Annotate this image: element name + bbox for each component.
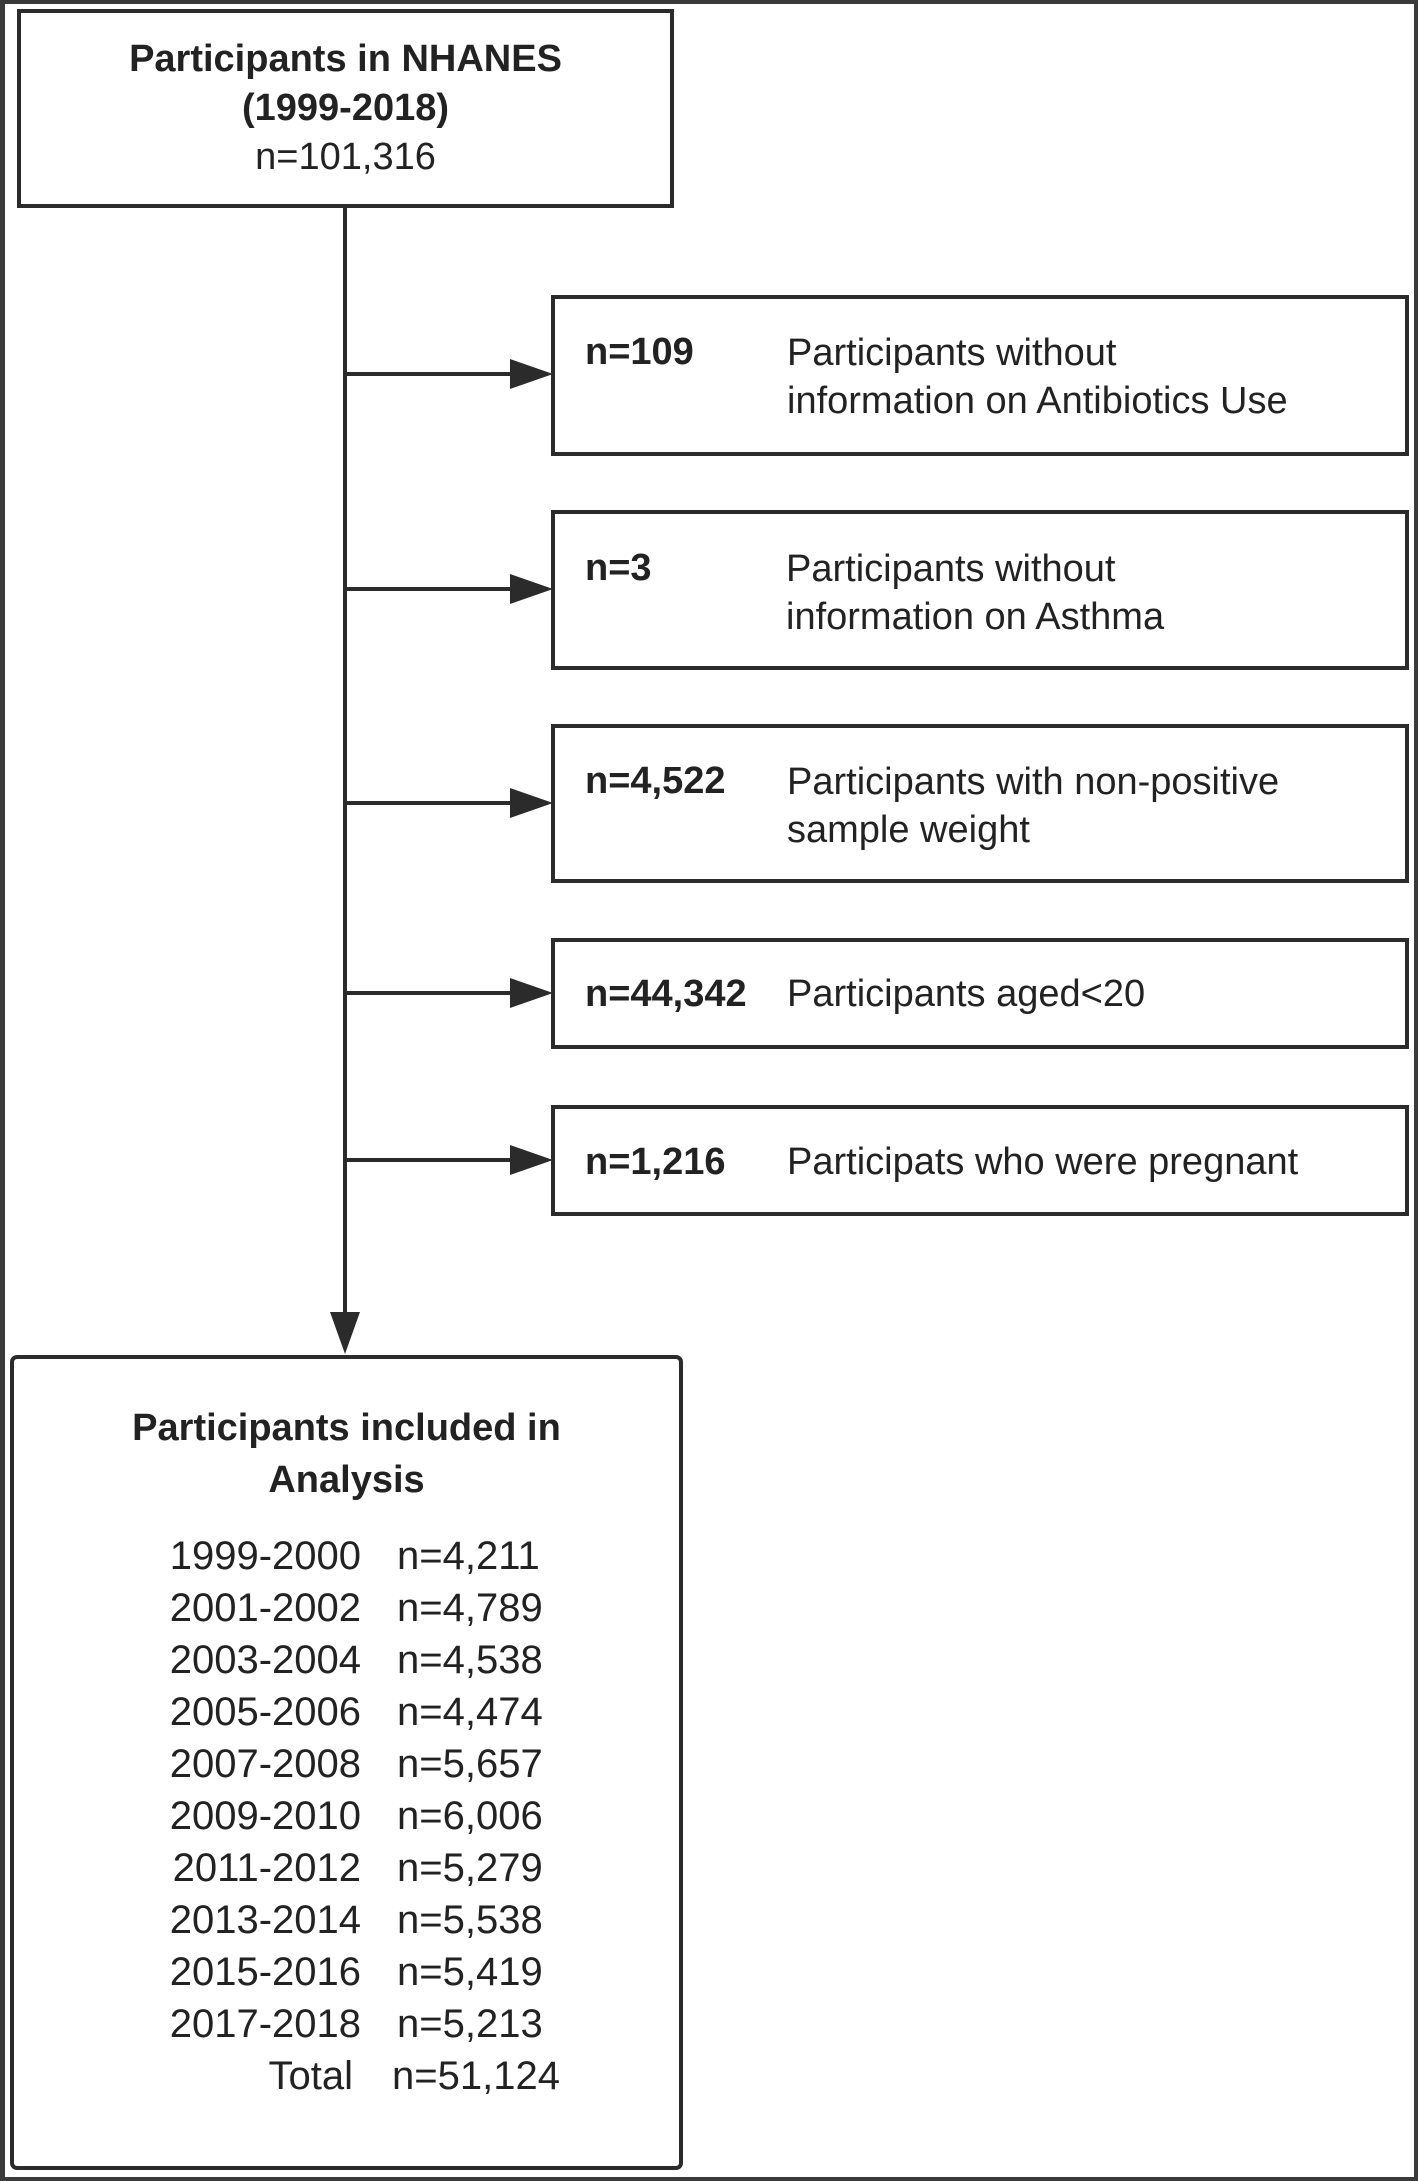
main-down-arrowhead xyxy=(330,1312,360,1354)
cycle-period: 1999-2000 xyxy=(169,1534,361,1578)
branch-arrowhead-3 xyxy=(510,788,553,818)
cycle-count: n=4,474 xyxy=(397,1690,543,1734)
cycle-count: n=5,419 xyxy=(397,1950,543,1994)
exclusion-box-1 xyxy=(551,295,1409,456)
exclusion-box-2 xyxy=(551,510,1409,670)
cycle-period: 2003-2004 xyxy=(169,1638,361,1682)
branch-arrowhead-4 xyxy=(510,978,553,1008)
start-title-line1: Participants in NHANES xyxy=(129,38,562,80)
cycle-period: 2007-2008 xyxy=(169,1742,361,1786)
cycle-row xyxy=(14,1582,679,1634)
included-title-line1: Participants included in xyxy=(132,1407,561,1449)
exclusion-reason-3-line2: sample weight xyxy=(787,809,1030,851)
included-title-line2: Analysis xyxy=(268,1459,425,1501)
exclusion-reason-2-line1: Participants without xyxy=(786,548,1116,590)
total-count: n=51,124 xyxy=(392,2054,560,2098)
exclusion-box-5 xyxy=(551,1105,1409,1216)
exclusion-count-4: n=44,342 xyxy=(585,973,747,1015)
cycle-row xyxy=(14,1686,679,1738)
start-box xyxy=(17,9,674,208)
start-title-line2: (1999-2018) xyxy=(241,87,450,129)
total-row xyxy=(14,2050,679,2102)
cycle-count: n=4,211 xyxy=(397,1534,540,1578)
cycle-row xyxy=(14,1946,679,1998)
exclusion-reason-5-line1: Participats who were pregnant xyxy=(787,1141,1299,1183)
exclusion-reason-3-line1: Participants with non-positive xyxy=(787,761,1280,803)
start-count: n=101,316 xyxy=(255,136,436,178)
cycle-row xyxy=(14,1738,679,1790)
cycle-period: 2001-2002 xyxy=(169,1586,361,1630)
cycle-count: n=4,538 xyxy=(397,1638,543,1682)
cycle-period: 2009-2010 xyxy=(169,1794,361,1838)
cycle-row xyxy=(14,1530,679,1582)
cycle-row xyxy=(14,1998,679,2050)
exclusion-count-3: n=4,522 xyxy=(585,760,726,802)
cycle-period: 2005-2006 xyxy=(169,1690,361,1734)
cycle-row xyxy=(14,1842,679,1894)
cycle-count: n=4,789 xyxy=(397,1586,543,1630)
exclusion-box-4 xyxy=(551,938,1409,1049)
exclusion-count-2: n=3 xyxy=(585,547,652,589)
cycle-period: 2013-2014 xyxy=(169,1898,361,1942)
exclusion-count-5: n=1,216 xyxy=(585,1141,726,1183)
exclusion-box-3 xyxy=(551,724,1409,883)
cycle-period: 2017-2018 xyxy=(169,2002,361,2046)
cycle-count: n=5,538 xyxy=(397,1898,543,1942)
branch-arrowhead-5 xyxy=(510,1145,553,1175)
cycle-count: n=5,657 xyxy=(397,1742,543,1786)
exclusion-reason-2-line2: information on Asthma xyxy=(786,596,1165,638)
cycle-row xyxy=(14,1894,679,1946)
cycle-row xyxy=(14,1790,679,1842)
included-title xyxy=(14,1402,679,1506)
cycle-row xyxy=(14,1634,679,1686)
cycle-count: n=5,213 xyxy=(397,2002,543,2046)
branch-arrowhead-2 xyxy=(510,574,553,604)
exclusion-count-1: n=109 xyxy=(585,331,694,373)
total-label: Total xyxy=(268,2054,353,2098)
cycle-count: n=6,006 xyxy=(397,1794,543,1838)
branch-arrowhead-1 xyxy=(510,359,553,389)
included-analysis-box xyxy=(10,1355,683,2170)
exclusion-reason-1-line1: Participants without xyxy=(787,332,1117,374)
cycle-period: 2011-2012 xyxy=(172,1846,361,1890)
cycle-period: 2015-2016 xyxy=(169,1950,361,1994)
cycle-count: n=5,279 xyxy=(397,1846,543,1890)
exclusion-reason-4-line1: Participants aged<20 xyxy=(787,973,1146,1015)
exclusion-reason-1-line2: information on Antibiotics Use xyxy=(787,380,1288,422)
